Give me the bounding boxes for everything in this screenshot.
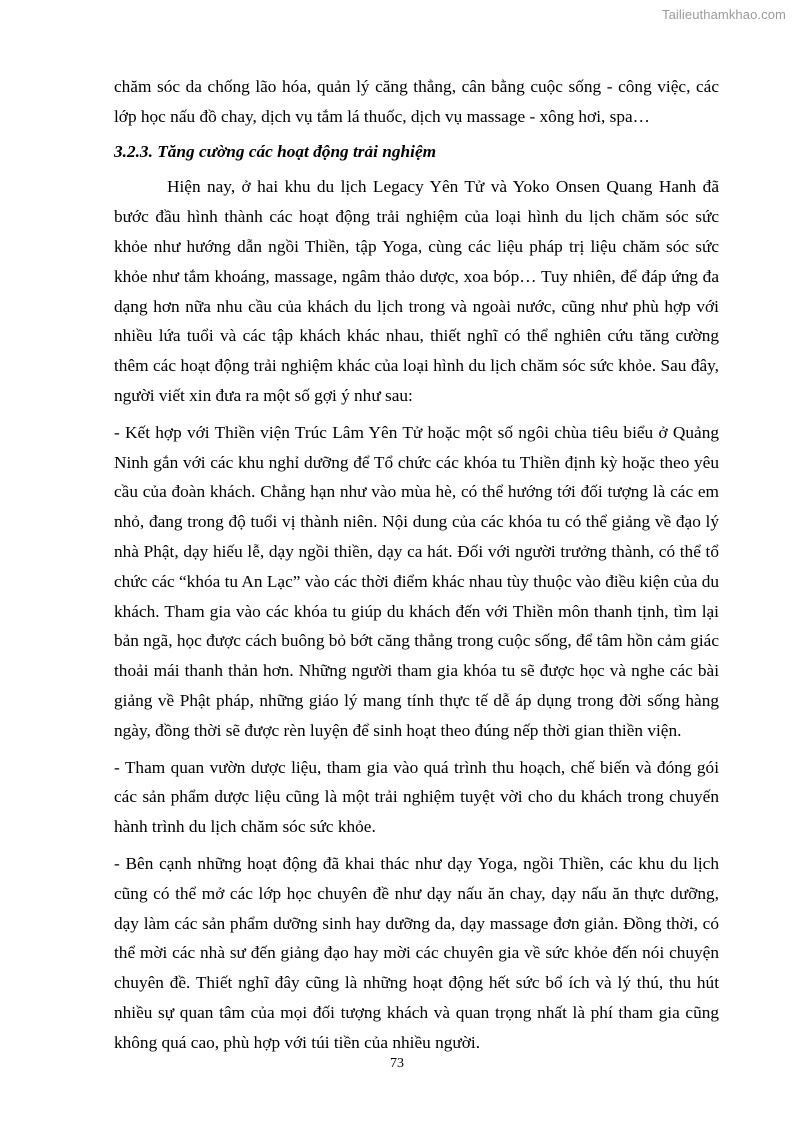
page-number: 73 <box>390 1056 404 1071</box>
watermark: Tailieuthamkhao.com <box>661 7 786 22</box>
body-paragraph-classes: - Bên cạnh những hoạt động đã khai thác như dạy Yoga, ngồi Thiền, các khu du lịch cũng có thể mở các lớp học chuyên đề như dạy nấu ăn chay, dạy nấu ăn thực dưỡng, dạy làm các sản phẩm dưỡng sinh hay dưỡng da, dạy massage đơn giản. Đồng thời, có thể mời các nhà sư đến giảng đạo hay mời các chuyên gia về sức khỏe đến nói chuyện chuyên đề. Thiết nghĩ đây cũng là những hoạt động hết sức bổ ích và lý thú, thu hút nhiều sự quan tâm của mọi đối tượng khách và quan trọng nhất là phí tham gia cũng không quá cao, phù hợp với túi tiền của nhiều người. <box>114 853 719 1052</box>
body-paragraph-overview: Hiện nay, ở hai khu du lịch Legacy Yên Tử và Yoko Onsen Quang Hanh đã bước đầu hình thành các hoạt động trải nghiệm của loại hình du lịch chăm sóc sức khỏe như hướng dẫn ngồi Thiền, tập Yoga, cùng các liệu pháp trị liệu chăm sóc sức khỏe như tắm khoáng, massage, ngâm thảo dược, xoa bóp… Tuy nhiên, để đáp ứng đa dạng hơn nữa nhu cầu của khách du lịch trong và ngoài nước, cũng như phù hợp với nhiều lứa tuổi và các tập khách khác nhau, thiết nghĩ có thể nghiên cứu tăng cường thêm các hoạt động trải nghiệm khác của loại hình du lịch chăm sóc sức khỏe. Sau đây, người viết xin đưa ra một số gợi ý như sau: <box>114 177 719 405</box>
document-body <box>114 72 719 1058</box>
intro-paragraph: chăm sóc da chống lão hóa, quản lý căng thẳng, cân bằng cuộc sống - công việc, các lớp học nấu đồ chay, dịch vụ tắm lá thuốc, dịch vụ massage - xông hơi, spa… <box>114 77 719 126</box>
body-paragraph-meditation-retreat: - Kết hợp với Thiền viện Trúc Lâm Yên Tử hoặc một số ngôi chùa tiêu biểu ở Quảng Ninh gắn với các khu nghỉ dưỡng để Tổ chức các khóa tu Thiền định kỳ hoặc theo yêu cầu của đoàn khách. Chẳng hạn như vào mùa hè, có thể hướng tới đối tượng là các em nhỏ, đang trong độ tuổi vị thành niên. Nội dung của các khóa tu có thể giảng về đạo lý nhà Phật, dạy hiếu lễ, dạy ngồi thiền, dạy ca hát. Đối với người trưởng thành, có thể tổ chức các “khóa tu An Lạc” vào các thời điểm khác nhau tùy thuộc vào điều kiện của du khách. Tham gia vào các khóa tu giúp du khách đến với Thiền môn thanh tịnh, tìm lại bản ngã, học được cách buông bỏ bớt căng thẳng trong cuộc sống, để tâm hồn cảm giác thoải mái thanh thản hơn. Những người tham gia khóa tu sẽ được học và nghe các bài giảng về Phật pháp, những giáo lý mang tính thực tế dễ áp dụng trong đời sống hàng ngày, đồng thời sẽ được rèn luyện để sinh hoạt theo đúng nếp thời gian thiền viện. <box>114 422 719 740</box>
body-paragraph-herb-garden: - Tham quan vườn dược liệu, tham gia vào quá trình thu hoạch, chế biến và đóng gói các sản phẩm dược liệu cũng là một trải nghiệm tuyệt vời cho du khách trong chuyến hành trình du lịch chăm sóc sức khỏe. <box>114 757 719 837</box>
section-heading: 3.2.3. Tăng cường các hoạt động trải nghiệm <box>114 141 437 161</box>
